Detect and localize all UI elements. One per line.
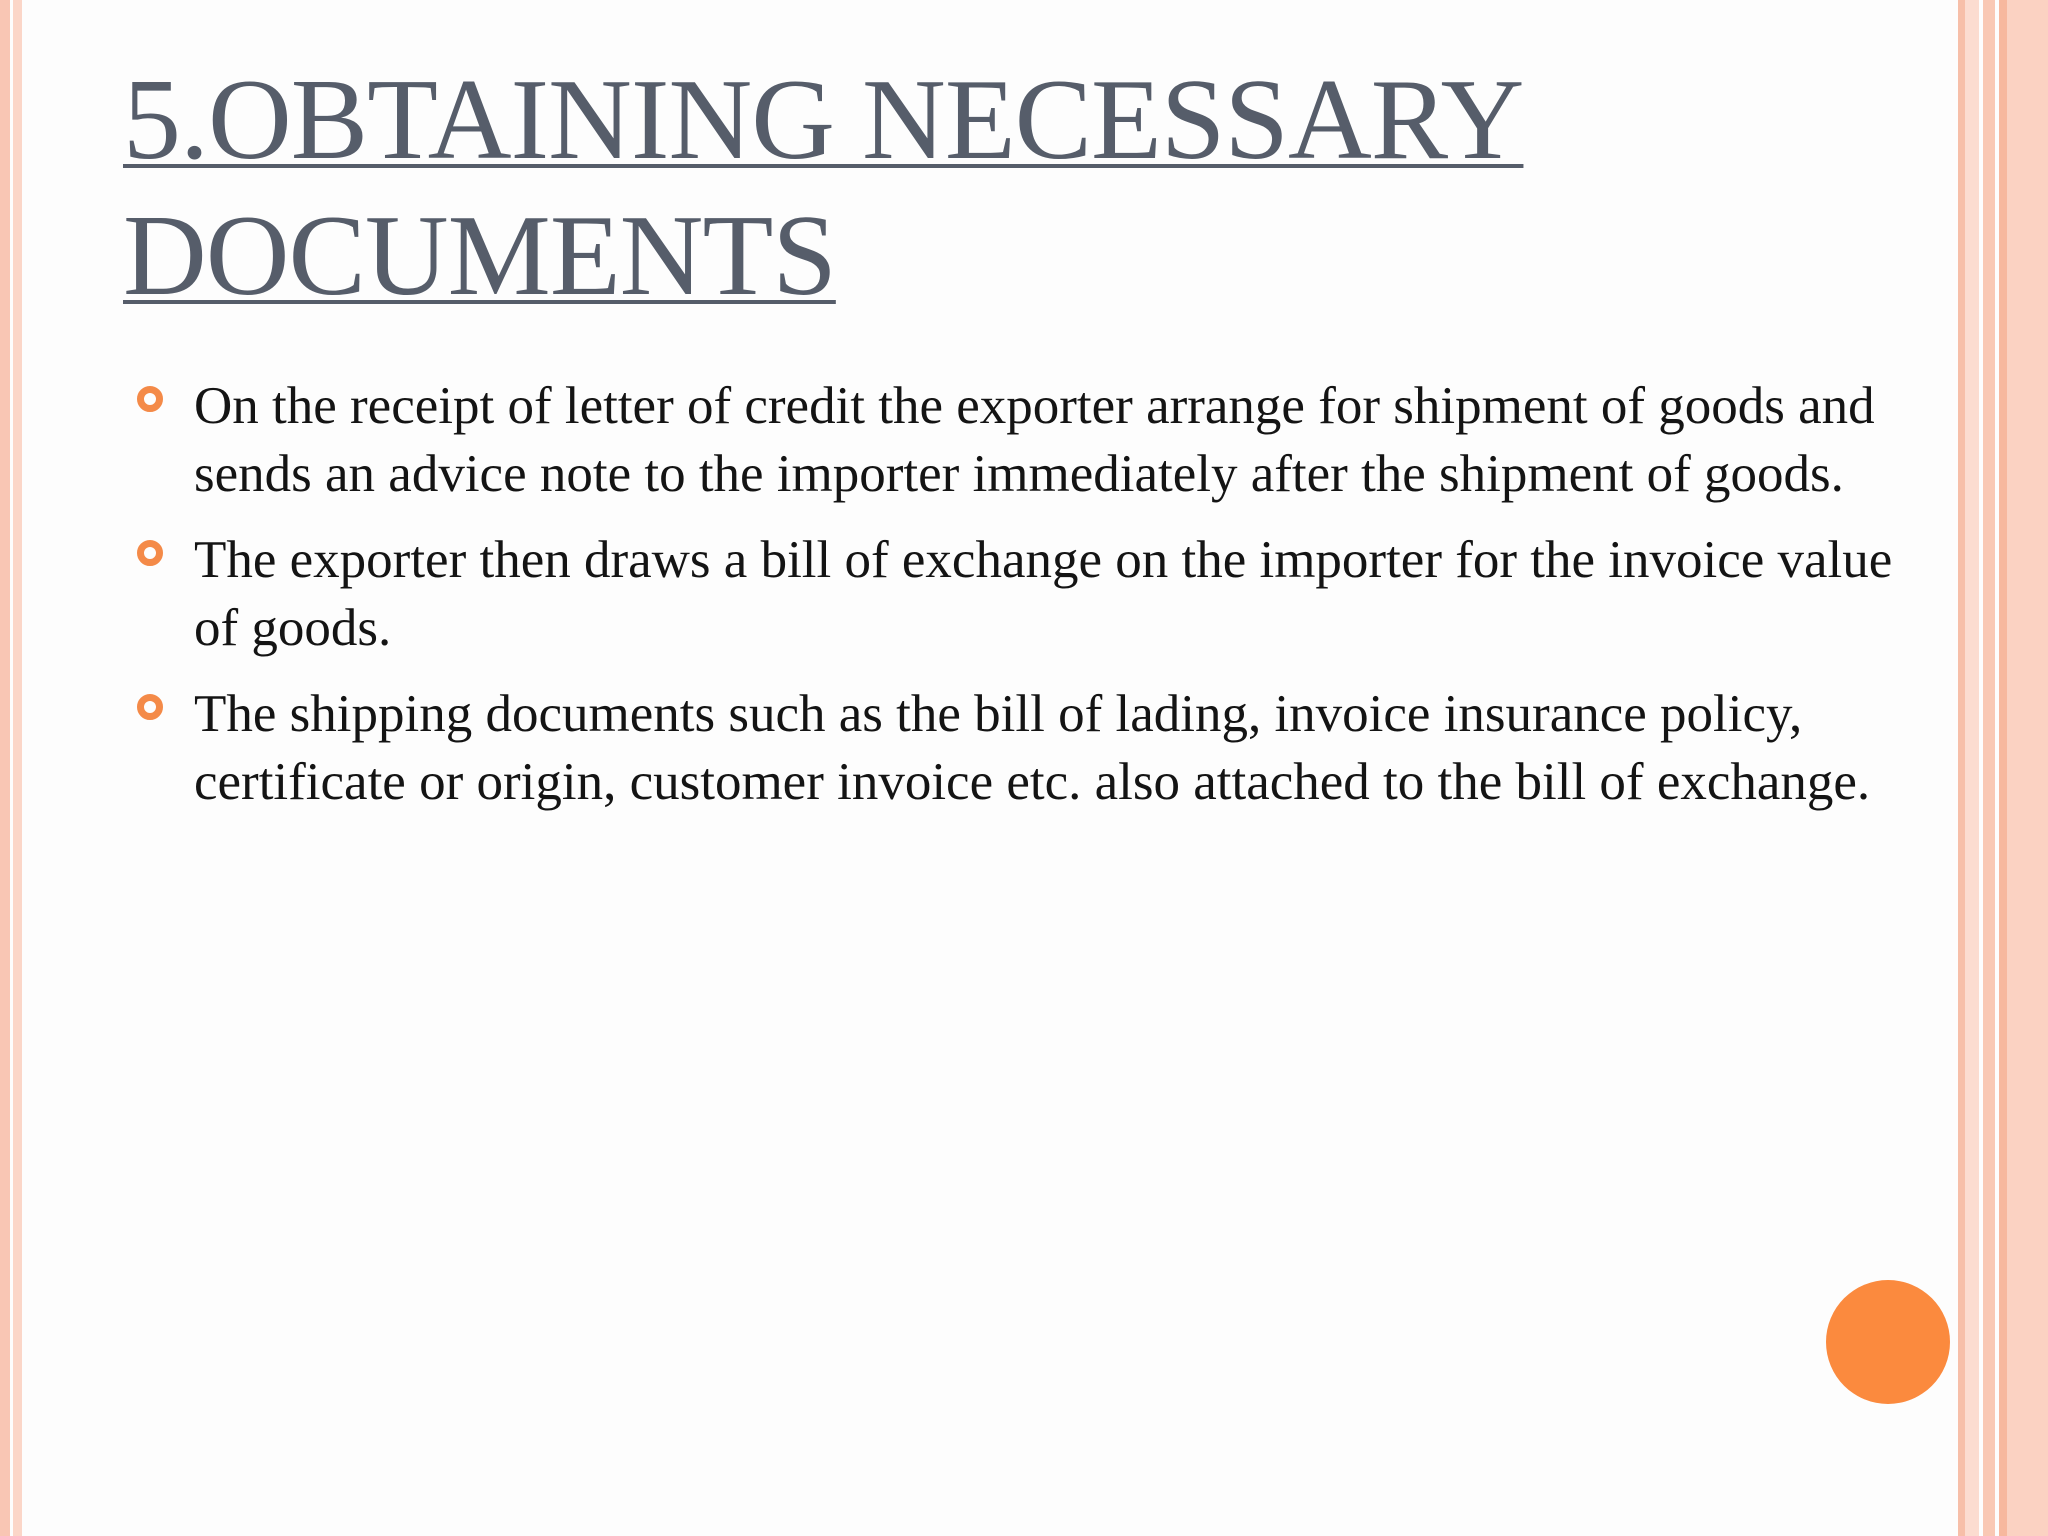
orange-circle-decoration [1826,1280,1950,1404]
right-border-stripe [2007,0,2048,1536]
bullet-list [0,372,1960,834]
slide-title [123,52,1823,324]
right-border-stripe [1999,0,2007,1536]
right-border-stripe [1965,0,1979,1536]
list-item [0,526,1960,662]
hollow-circle-bullet-icon [137,694,163,720]
list-item [0,372,1960,508]
bullet-text: The exporter then draws a bill of exchange on the importer for the invoice value of goods. [194,531,1893,657]
bullet-text: The shipping documents such as the bill of lading, invoice insurance policy, certificate or origin, customer invoice etc. also attached to the bill of exchange. [194,685,1871,811]
hollow-circle-bullet-icon [137,540,163,566]
slide-title-line: DOCUMENTS [123,192,836,320]
hollow-circle-bullet-icon [137,386,163,412]
bullet-text: On the receipt of letter of credit the exporter arrange for shipment of goods and sends an advice note to the importer immediately after the shipment of goods. [194,377,1875,503]
right-border-stripe [1983,0,1995,1536]
slide-title-line: 5.OBTAINING NECESSARY [123,56,1524,184]
list-item [0,680,1960,816]
